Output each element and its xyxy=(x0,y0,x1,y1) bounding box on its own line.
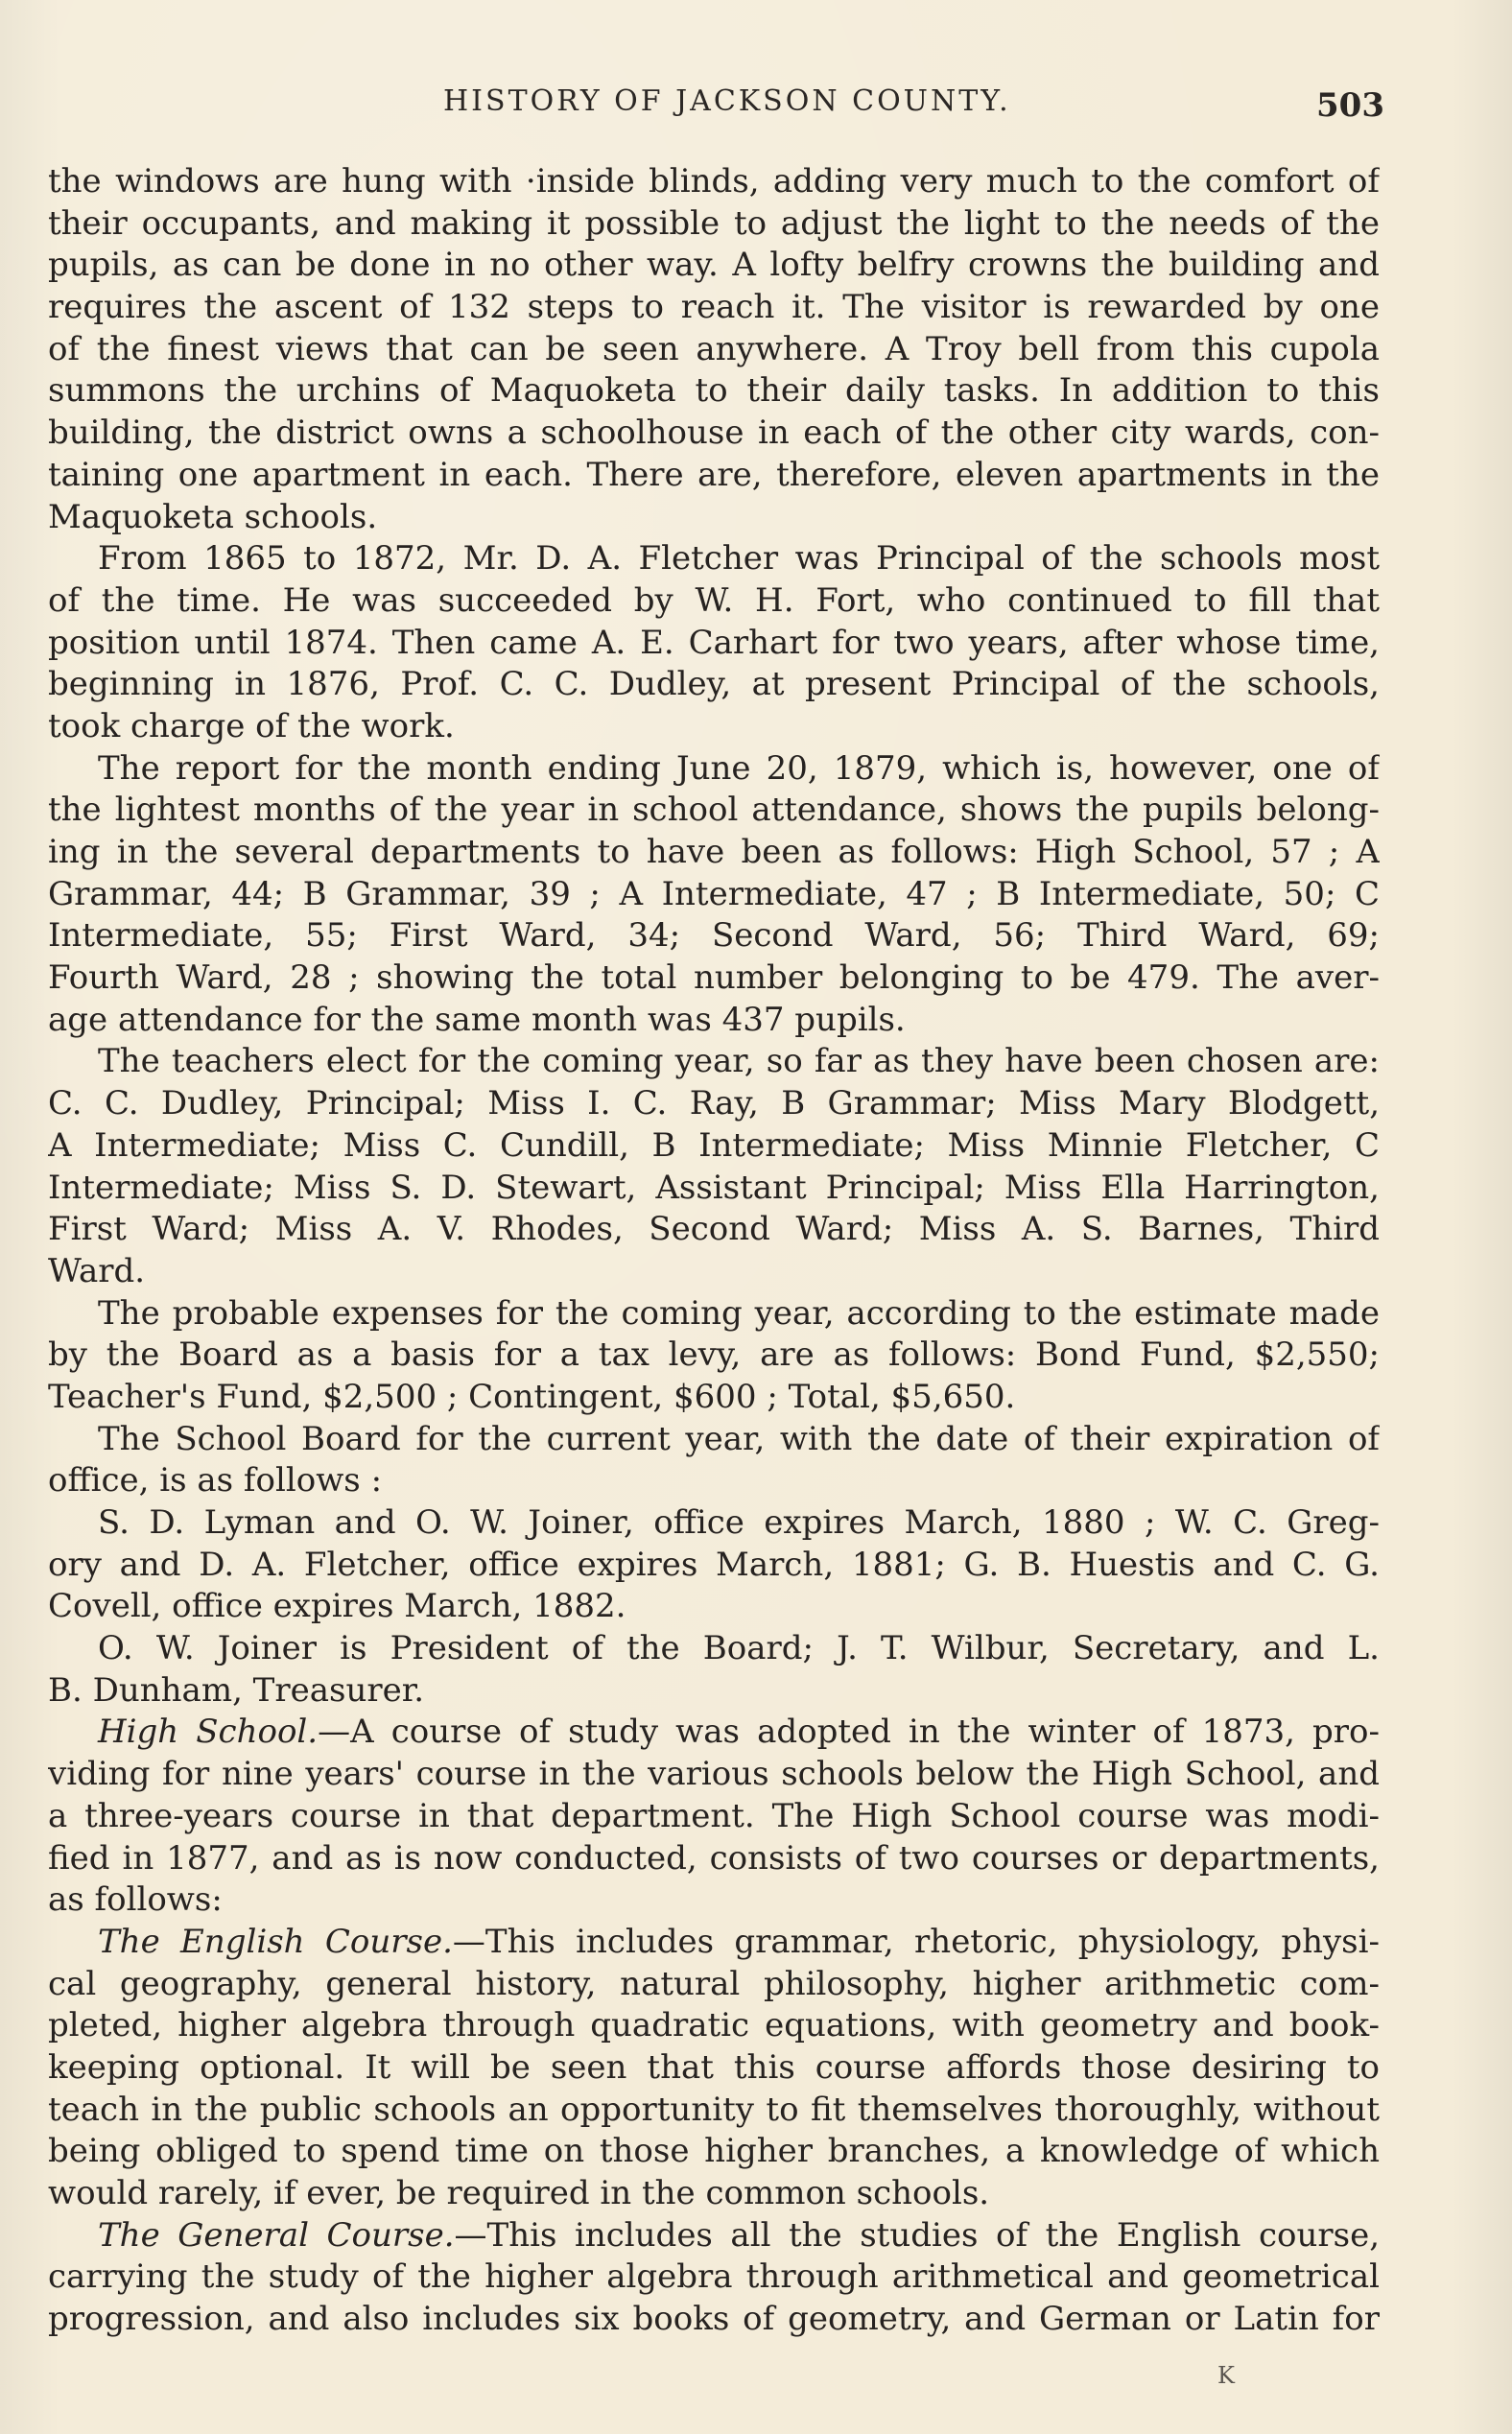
text-line: the lightest months of the year in school attendance, shows the pupils belong- xyxy=(48,791,1380,830)
text-line: building, the district owns a schoolhouse in each of the other city wards, con- xyxy=(48,414,1380,453)
text-line: of the finest views that can be seen anywhere. A Troy bell from this cupola xyxy=(48,329,1380,368)
section-heading-line: The English Course.—This includes grammar, rhetoric, physiology, physi- xyxy=(98,1922,1380,1961)
signature-mark: K xyxy=(1217,2362,1235,2389)
text-line: Maquoketa schools. xyxy=(48,497,378,536)
text-line: ing in the several departments to have been as follows: High School, 57 ; A xyxy=(48,833,1380,871)
section-heading-line: High School.—A course of study was adopted in the winter of 1873, pro- xyxy=(98,1713,1380,1752)
section-heading: The English Course. xyxy=(98,1922,453,1961)
paragraph-first-line: S. D. Lyman and O. W. Joiner, office expires March, 1880 ; W. C. Greg- xyxy=(98,1503,1380,1542)
text-line: a three-years course in that department. The High School course was modi- xyxy=(48,1796,1380,1835)
section-heading: High School. xyxy=(98,1713,319,1752)
text-line: pleted, higher algebra through quadratic equations, with geometry and book- xyxy=(48,2006,1380,2045)
text-line: age attendance for the same month was 437 pupils. xyxy=(48,1000,906,1039)
text-line: position until 1874. Then came A. E. Carhart for two years, after whose time, xyxy=(48,623,1380,662)
text-line: First Ward; Miss A. V. Rhodes, Second Ward; Miss A. S. Barnes, Third xyxy=(48,1210,1380,1249)
text-line: as follows: xyxy=(48,1880,223,1920)
text-line: C. C. Dudley, Principal; Miss I. C. Ray, B Grammar; Miss Mary Blodgett, xyxy=(48,1084,1380,1123)
text-line: cal geography, general history, natural philosophy, higher arithmetic com- xyxy=(48,1964,1380,2003)
text-line: Ward. xyxy=(48,1251,146,1290)
paragraph-first-line: The probable expenses for the coming year, according to the estimate made xyxy=(98,1293,1380,1333)
text-line: A Intermediate; Miss C. Cundill, B Intermediate; Miss Minnie Fletcher, C xyxy=(48,1125,1380,1165)
section-heading: The General Course. xyxy=(98,2215,455,2255)
text-line: Covell, office expires March, 1882. xyxy=(48,1587,626,1626)
text-line: Intermediate, 55; First Ward, 34; Second Ward, 56; Third Ward, 69; xyxy=(48,916,1380,956)
text-line: summons the urchins of Maquoketa to their daily tasks. In addition to this xyxy=(48,371,1380,411)
text-line: ory and D. A. Fletcher, office expires March, 1881; G. B. Huestis and C. G. xyxy=(48,1545,1380,1584)
text-line: carrying the study of the higher algebra through arithmetical and geometrical xyxy=(48,2257,1380,2297)
text-line: took charge of the work. xyxy=(48,706,455,745)
page-number: 503 xyxy=(1316,86,1384,125)
running-head: HISTORY OF JACKSON COUNTY. xyxy=(443,84,1011,118)
text-line: teach in the public schools an opportunity to fit themselves thoroughly, without xyxy=(48,2090,1380,2129)
text-line: their occupants, and making it possible to adjust the light to the needs of the xyxy=(48,203,1380,243)
text-line: Fourth Ward, 28 ; showing the total number belonging to be 479. The aver- xyxy=(48,958,1380,998)
text-line: office, is as follows : xyxy=(48,1461,383,1501)
text-line: fied in 1877, and as is now conducted, consists of two courses or departments, xyxy=(48,1838,1380,1878)
paragraph-first-line: The teachers elect for the coming year, so far as they have been chosen are: xyxy=(98,1042,1380,1081)
text-line: the windows are hung with ·inside blinds, adding very much to the comfort of xyxy=(48,162,1380,201)
text-line: Teacher's Fund, $2,500 ; Contingent, $600 ; Total, $5,650. xyxy=(48,1377,1016,1416)
paragraph-first-line: The report for the month ending June 20, 1879, which is, however, one of xyxy=(98,748,1380,788)
text-line: pupils, as can be done in no other way. A lofty belfry crowns the building and xyxy=(48,246,1380,285)
text-line: by the Board as a basis for a tax levy, are as follows: Bond Fund, $2,550; xyxy=(48,1335,1380,1375)
text-line: viding for nine years' course in the various schools below the High School, and xyxy=(48,1755,1380,1794)
text-line: Intermediate; Miss S. D. Stewart, Assistant Principal; Miss Ella Harrington, xyxy=(48,1168,1380,1207)
text-line: Grammar, 44; B Grammar, 39 ; A Intermediate, 47 ; B Intermediate, 50; C xyxy=(48,874,1380,913)
text-line: beginning in 1876, Prof. C. C. Dudley, at present Principal of the schools, xyxy=(48,665,1380,704)
text-line: progression, and also includes six books of geometry, and German or Latin for xyxy=(48,2300,1380,2339)
text-line: would rarely, if ever, be required in the common schools. xyxy=(48,2174,990,2212)
body-text xyxy=(48,161,1380,2341)
text-line: of the time. He was succeeded by W. H. Fort, who continued to fill that xyxy=(48,580,1380,620)
text-line: keeping optional. It will be seen that this course affords those desiring to xyxy=(48,2047,1380,2087)
paragraph-first-line: From 1865 to 1872, Mr. D. A. Fletcher was Principal of the schools most xyxy=(98,539,1380,579)
text-line: B. Dunham, Treasurer. xyxy=(48,1670,425,1710)
text-line: taining one apartment in each. There are, therefore, eleven apartments in the xyxy=(48,455,1380,494)
text-line: requires the ascent of 132 steps to reach it. The visitor is rewarded by one xyxy=(48,288,1380,327)
paragraph-first-line: O. W. Joiner is President of the Board; J. T. Wilbur, Secretary, and L. xyxy=(98,1629,1380,1668)
paragraph-first-line: The School Board for the current year, with the date of their expiration of xyxy=(98,1419,1380,1458)
section-heading-line: The General Course.—This includes all the studies of the English course, xyxy=(98,2215,1380,2255)
text-line: being obliged to spend time on those higher branches, a knowledge of which xyxy=(48,2132,1380,2171)
